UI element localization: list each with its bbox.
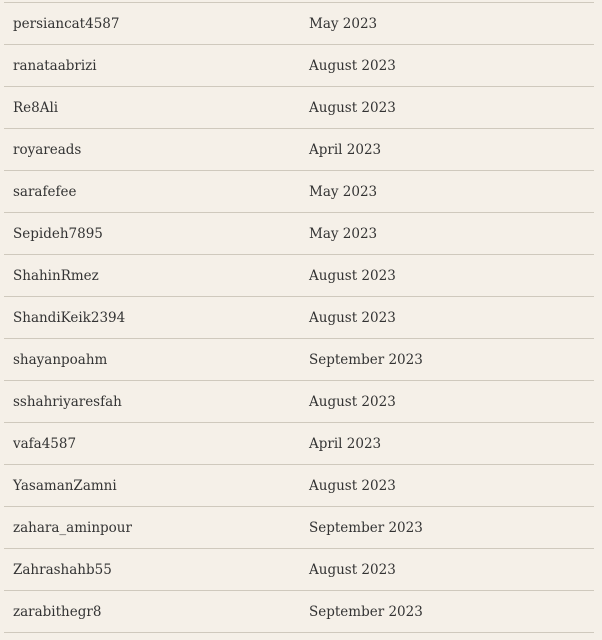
date-cell: May 2023: [309, 225, 378, 242]
username-cell: sshahriyaresfah: [13, 393, 122, 410]
table-row: [4, 296, 594, 338]
username-cell: YasamanZamni: [13, 477, 117, 494]
date-cell: April 2023: [309, 435, 382, 452]
username-cell: shayanpoahm: [13, 351, 108, 368]
table-row: [4, 212, 594, 254]
username-cell: zahara_aminpour: [13, 519, 132, 536]
table-row: [4, 44, 594, 86]
date-cell: August 2023: [309, 561, 396, 578]
table-row: [4, 464, 594, 506]
username-cell: ShahinRmez: [13, 267, 99, 284]
table-row: [4, 170, 594, 212]
username-cell: Re8Ali: [13, 99, 59, 116]
username-cell: Sepideh7895: [13, 225, 103, 242]
date-cell: May 2023: [309, 15, 378, 32]
date-cell: September 2023: [309, 519, 423, 536]
table-row: [4, 506, 594, 548]
table-row: [4, 422, 594, 464]
date-cell: August 2023: [309, 57, 396, 74]
username-cell: sarafefee: [13, 183, 77, 200]
table-row: [4, 254, 594, 296]
table-row: [4, 86, 594, 128]
members-table: [4, 2, 594, 633]
date-cell: September 2023: [309, 603, 423, 620]
username-cell: Zahrashahb55: [13, 561, 112, 578]
date-cell: September 2023: [309, 351, 423, 368]
date-cell: August 2023: [309, 393, 396, 410]
date-cell: May 2023: [309, 183, 378, 200]
date-cell: August 2023: [309, 477, 396, 494]
table-row: [4, 380, 594, 422]
table-row: [4, 590, 594, 633]
username-cell: royareads: [13, 141, 82, 158]
table-row: [4, 2, 594, 44]
table-row: [4, 338, 594, 380]
table-row: [4, 548, 594, 590]
username-cell: ranataabrizi: [13, 57, 97, 74]
table-row: [4, 128, 594, 170]
username-cell: vafa4587: [13, 435, 77, 452]
username-cell: ShandiKeik2394: [13, 309, 126, 326]
username-cell: zarabithegr8: [13, 603, 102, 620]
date-cell: August 2023: [309, 99, 396, 116]
username-cell: persiancat4587: [13, 15, 120, 32]
date-cell: August 2023: [309, 309, 396, 326]
date-cell: August 2023: [309, 267, 396, 284]
date-cell: April 2023: [309, 141, 382, 158]
